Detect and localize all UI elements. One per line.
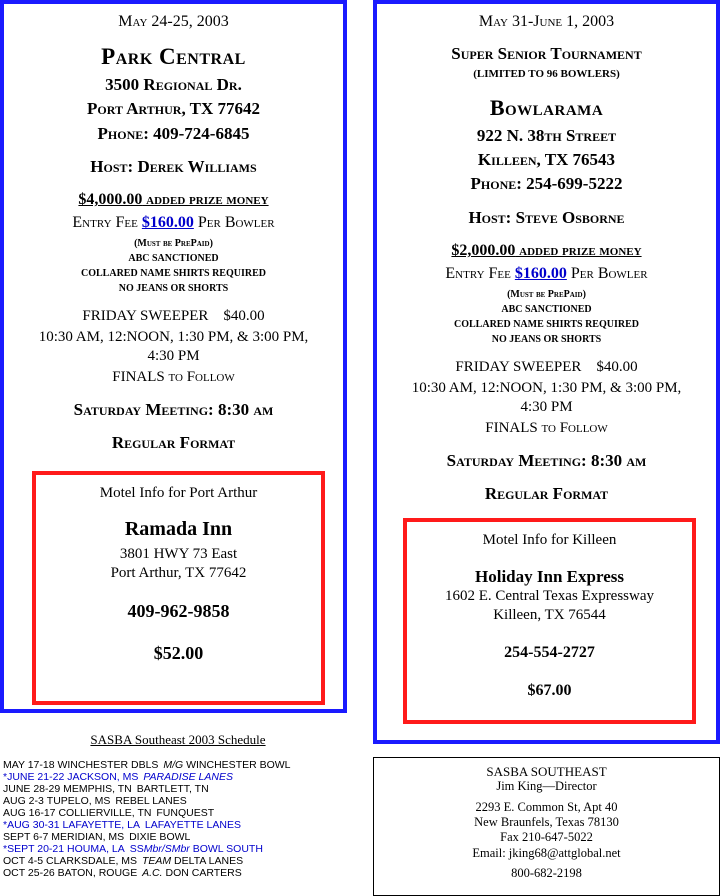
schedule-date: OCT 25-26	[3, 867, 55, 879]
schedule-venue-italic: TEAM	[141, 855, 172, 867]
schedule-section	[0, 728, 360, 896]
schedule-date: *JUNE 21-22	[3, 771, 65, 783]
motel-name: Holiday Inn Express	[475, 567, 624, 586]
schedule-date: *SEPT 20-21	[3, 843, 65, 855]
note-no-jeans: NO JEANS OR SHORTS	[491, 334, 602, 345]
schedule-venue: DELTA LANES	[171, 855, 244, 867]
host: Host: Derek Williams	[90, 157, 257, 176]
prize-amount: $2,000.00	[451, 242, 516, 259]
contact-address-line1: 2293 E. Common St, Apt 40	[475, 800, 618, 814]
schedule-row	[3, 807, 355, 819]
motel-phone: 254-554-2727	[504, 644, 595, 661]
motel-info-box	[32, 471, 325, 705]
schedule-row	[3, 795, 355, 807]
schedule-event: BATON, ROUGE	[57, 867, 138, 879]
event-date: May 24-25, 2003	[118, 13, 229, 30]
motel-price: $52.00	[153, 643, 204, 663]
entry-fee-suffix: Per Bowler	[566, 265, 648, 282]
schedule-event: LAFAYETTE, LA	[62, 819, 140, 831]
schedule-event: HOUMA, LA	[67, 843, 125, 855]
friday-sweeper: FRIDAY SWEEPER $40.00	[455, 359, 638, 375]
motel-header: Motel Info for Killeen	[482, 532, 617, 548]
motel-info-box	[403, 518, 696, 724]
schedule-event: CLARKSDALE, MS	[46, 855, 138, 867]
note-abc-sanctioned: ABC SANCTIONED	[501, 304, 592, 315]
venue-name: Park Central	[101, 44, 246, 69]
schedule-venue: BOWL SOUTH	[189, 843, 263, 855]
venue-address-line2: Port Arthur, TX 77642	[86, 99, 261, 118]
schedule-event: WINCHESTER DBLS	[57, 759, 159, 771]
schedule-row	[3, 819, 355, 831]
schedule-venue-italic: A.C.	[142, 867, 163, 879]
contact-phone: 800-682-2198	[511, 866, 582, 880]
sweeper-times-line2: 4:30 PM	[520, 399, 573, 415]
finals-to-follow: FINALS to Follow	[112, 369, 235, 385]
flyer-park-central	[0, 0, 347, 713]
schedule-row	[3, 759, 355, 771]
schedule-row	[3, 867, 355, 879]
schedule-row	[3, 771, 355, 783]
schedule-date: JUNE 28-29	[3, 783, 61, 795]
sweeper-times-line1: 10:30 AM, 12:NOON, 1:30 PM, & 3:00 PM,	[411, 380, 682, 396]
regular-format: Regular Format	[484, 484, 609, 503]
prize-text: added prize money	[142, 192, 269, 208]
schedule-venue: DIXIE BOWL	[129, 831, 191, 843]
contact-email[interactable]: Email: jking68@attglobal.net	[472, 846, 621, 860]
note-collared-shirts: COLLARED NAME SHIRTS REQUIRED	[81, 268, 266, 279]
schedule-venue: PARADISE LANES	[143, 771, 233, 783]
schedule-venue: WINCHESTER BOWL	[183, 759, 291, 771]
schedule-venue: BARTLETT, TN	[136, 783, 209, 795]
saturday-meeting: Saturday Meeting: 8:30 am	[73, 400, 274, 419]
motel-name: Ramada Inn	[124, 518, 233, 540]
sweeper-times-line2: 4:30 PM	[147, 348, 200, 364]
contact-fax: Fax 210-647-5022	[500, 830, 593, 844]
motel-address-line2: Port Arthur, TX 77642	[110, 565, 247, 581]
added-prize-money	[4, 191, 343, 209]
entry-fee	[377, 265, 716, 283]
contact-address-line2: New Braunfels, Texas 78130	[474, 815, 619, 829]
prize-text: added prize money	[515, 243, 642, 259]
schedule-date: MAY 17-18	[3, 759, 55, 771]
schedule-venue-italic: M/G	[163, 759, 184, 771]
event-date: May 31-June 1, 2003	[478, 13, 615, 30]
venue-address-line1: 922 N. 38th Street	[476, 126, 617, 145]
schedule-row	[3, 783, 355, 795]
schedule-date: OCT 4-5	[3, 855, 44, 867]
tournament-name: Super Senior Tournament	[451, 44, 642, 63]
finals-to-follow: FINALS to Follow	[485, 420, 608, 436]
schedule-row	[3, 843, 355, 855]
schedule-list	[3, 759, 355, 879]
note-collared-shirts: COLLARED NAME SHIRTS REQUIRED	[454, 319, 639, 330]
schedule-date: AUG 2-3	[3, 795, 44, 807]
host: Host: Steve Osborne	[468, 208, 625, 227]
schedule-venue-italic: Mbr/SMbr	[143, 843, 190, 855]
added-prize-money	[377, 242, 716, 260]
schedule-event: TUPELO, MS	[46, 795, 111, 807]
org-name: SASBA SOUTHEAST	[486, 764, 607, 779]
schedule-title: SASBA Southeast 2003 Schedule	[90, 732, 266, 747]
saturday-meeting: Saturday Meeting: 8:30 am	[446, 451, 647, 470]
schedule-row	[3, 831, 355, 843]
schedule-event: COLLIERVILLE, TN	[58, 807, 152, 819]
motel-address-line1: 1602 E. Central Texas Expressway	[444, 588, 655, 604]
schedule-venue-prefix: SS	[129, 843, 144, 855]
schedule-date: SEPT 6-7	[3, 831, 49, 843]
venue-phone: Phone: 254-699-5222	[470, 174, 623, 193]
motel-address-line2: Killeen, TX 76544	[493, 607, 606, 623]
note-prepaid: (Must be PrePaid)	[507, 289, 586, 300]
schedule-row	[3, 855, 355, 867]
note-abc-sanctioned: ABC SANCTIONED	[128, 253, 219, 264]
venue-phone: Phone: 409-724-6845	[97, 124, 250, 143]
motel-header: Motel Info for Port Arthur	[99, 485, 258, 501]
schedule-event: MERIDIAN, MS	[51, 831, 125, 843]
entry-fee-label: Entry Fee	[445, 265, 515, 282]
schedule-venue: FUNQUEST	[156, 807, 215, 819]
venue-name: Bowlarama	[489, 95, 604, 120]
prize-amount: $4,000.00	[78, 191, 143, 208]
note-no-jeans: NO JEANS OR SHORTS	[118, 283, 229, 294]
note-prepaid: (Must be PrePaid)	[134, 238, 213, 249]
friday-sweeper: FRIDAY SWEEPER $40.00	[82, 308, 265, 324]
entry-fee-label: Entry Fee	[72, 214, 142, 231]
schedule-date: AUG 16-17	[3, 807, 56, 819]
schedule-venue: LAFAYETTE LANES	[144, 819, 241, 831]
motel-price: $67.00	[527, 682, 572, 699]
flyer-bowlarama	[373, 0, 720, 744]
tournament-limit: (LIMITED TO 96 BOWLERS)	[473, 68, 620, 80]
schedule-date: *AUG 30-31	[3, 819, 60, 831]
venue-address-line1: 3500 Regional Dr.	[105, 75, 242, 94]
entry-fee-suffix: Per Bowler	[193, 214, 275, 231]
entry-fee	[4, 214, 343, 232]
entry-fee-amount[interactable]: $160.00	[141, 214, 194, 231]
motel-address-line1: 3801 HWY 73 East	[119, 546, 238, 562]
schedule-venue: REBEL LANES	[115, 795, 187, 807]
contact-box	[373, 757, 720, 896]
schedule-event: JACKSON, MS	[67, 771, 139, 783]
regular-format: Regular Format	[111, 433, 236, 452]
schedule-event: MEMPHIS, TN	[63, 783, 132, 795]
sweeper-times-line1: 10:30 AM, 12:NOON, 1:30 PM, & 3:00 PM,	[38, 329, 309, 345]
schedule-venue: DON CARTERS	[162, 867, 242, 879]
director: Jim King—Director	[496, 779, 597, 793]
motel-phone: 409-962-9858	[127, 601, 230, 621]
entry-fee-amount[interactable]: $160.00	[514, 265, 567, 282]
venue-address-line2: Killeen, TX 76543	[477, 150, 616, 169]
